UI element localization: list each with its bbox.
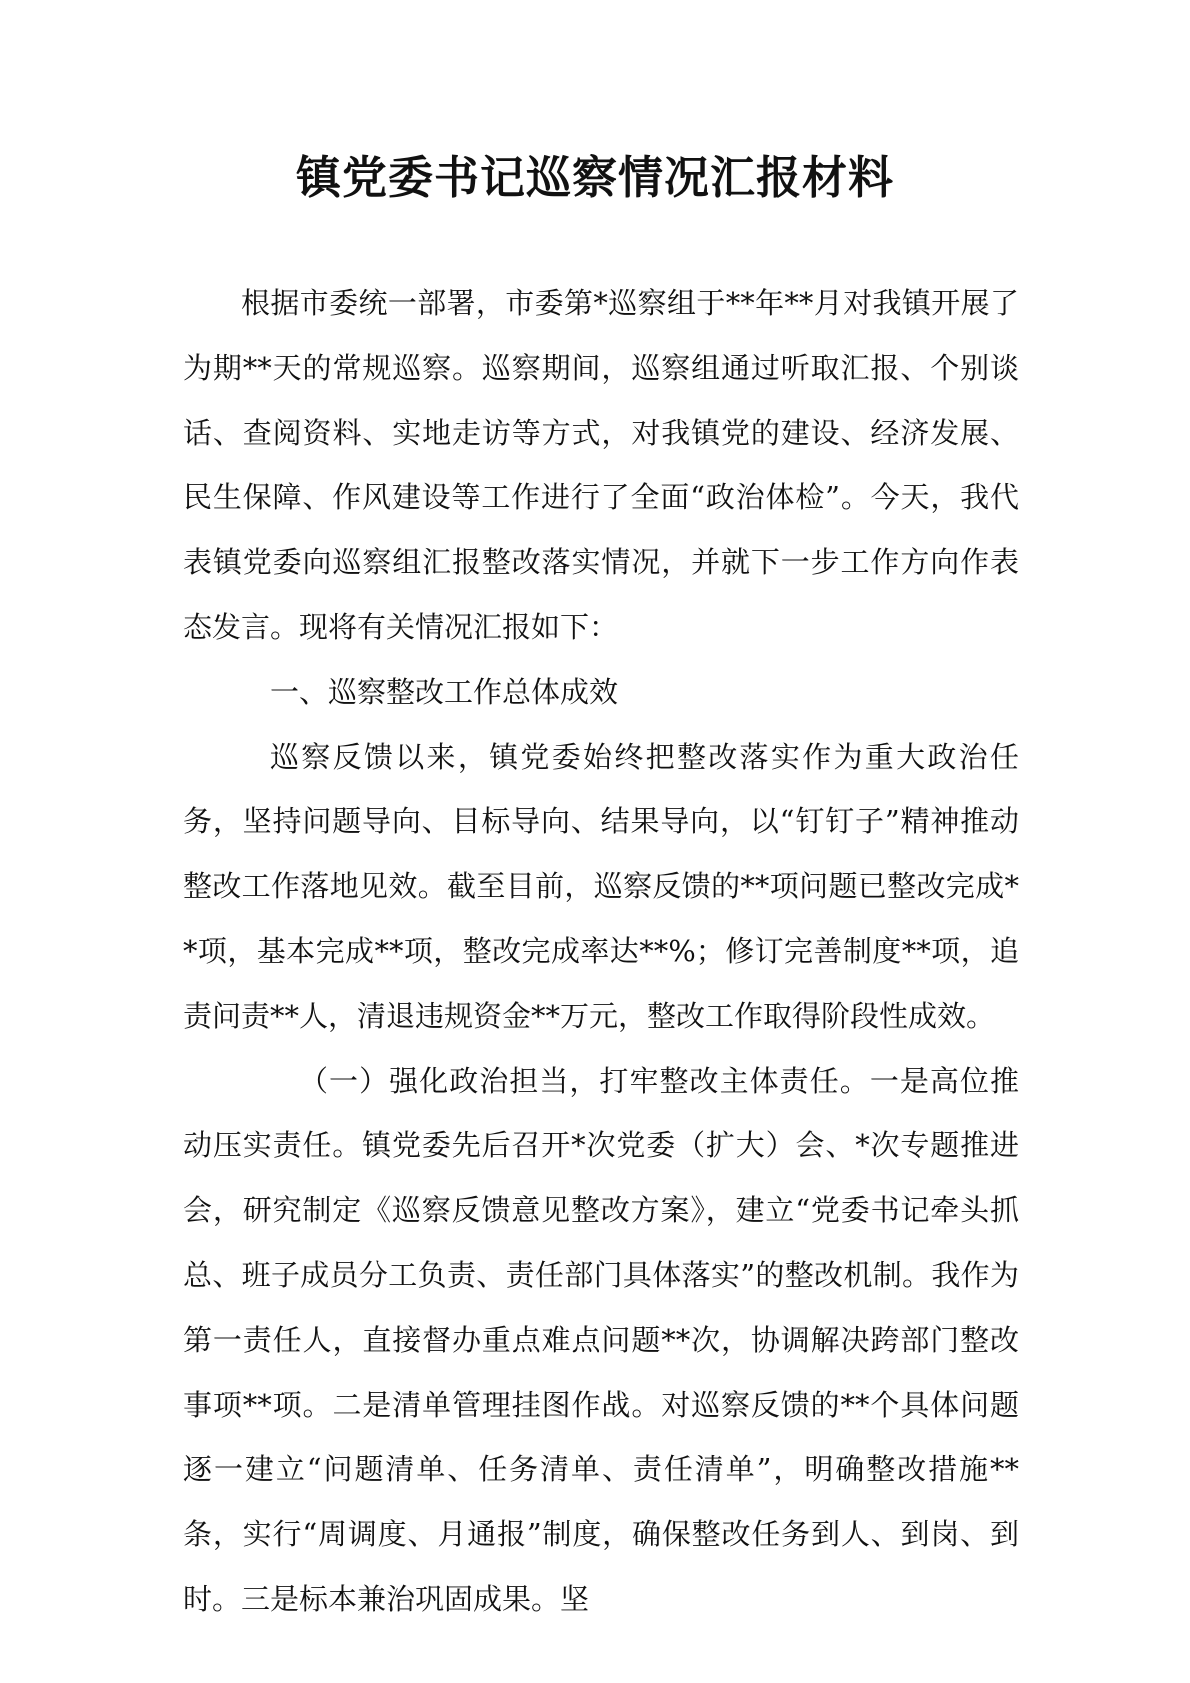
subsection-paragraph: （一）强化政治担当，打牢整改主体责任。一是高位推动压实责任。镇党委先后召开*次党委（扩大）会、*次专题推进会，研究制定《巡察反馈意见整改方案》，建立“党委书记牵头抓总、班子成员分工负责、责任部门具体落实”的整改机制。我作为第一责任人，直接督办重点难点问题**次，协调解决跨部门整改事项**项。二是清单管理挂图作战。对巡察反馈的**个具体问题逐一建立“问题清单、任务清单、责任清单”，明确整改措施**条，实行“周调度、月通报”制度，确保整改任务到人、到岗、到时。三是标本兼治巩固成果。坚 <box>183 1063 1019 1616</box>
results-paragraph: 巡察反馈以来，镇党委始终把整改落实作为重大政治任务，坚持问题导向、目标导向、结果导向，以“钉钉子”精神推动整改工作落地见效。截至目前，巡察反馈的**项问题已整改完成**项，基本完成**项，整改完成率达**%；修订完善制度**项，追责问责**人，清退违规资金**万元，整改工作取得阶段性成效。 <box>183 739 1019 1033</box>
document-body <box>183 271 1019 1632</box>
intro-paragraph: 根据市委统一部署，市委第*巡察组于**年**月对我镇开展了为期**天的常规巡察。巡察期间，巡察组通过听取汇报、个别谈话、查阅资料、实地走访等方式，对我镇党的建设、经济发展、民生保障、作风建设等工作进行了全面“政治体检”。今天，我代表镇党委向巡察组汇报整改落实情况，并就下一步工作方向作表态发言。现将有关情况汇报如下： <box>183 286 1019 644</box>
document-title: 镇党委书记巡察情况汇报材料 <box>295 151 894 204</box>
section-heading: 一、巡察整改工作总体成效 <box>270 674 619 709</box>
